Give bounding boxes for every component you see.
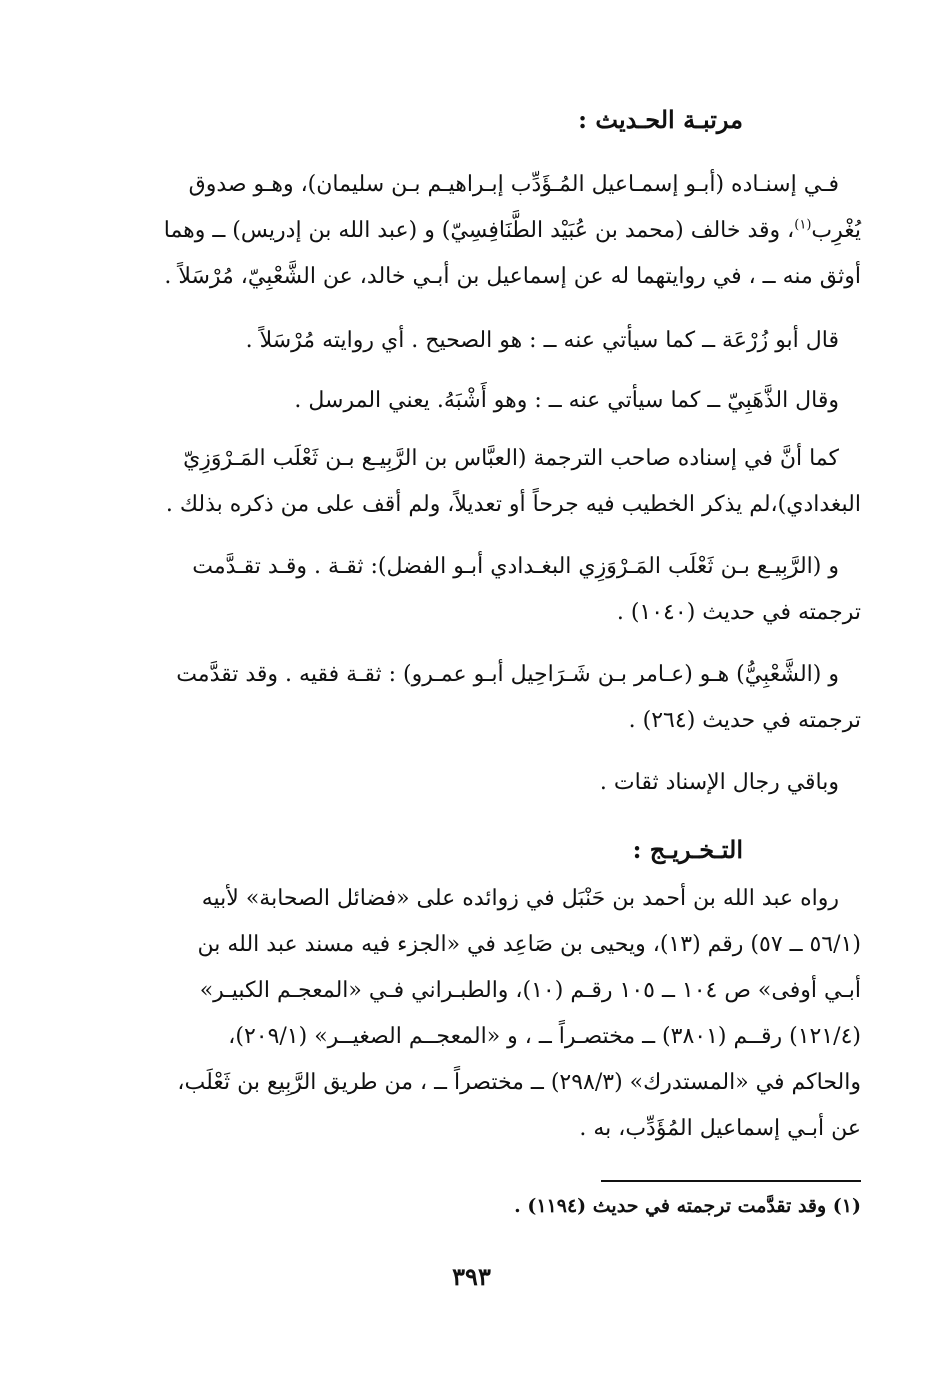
paragraph-line: و (الشَّعْبِيُّ) هـو (عـامر بـن شَـرَاحِيل أبـو عمـرو) : ثقـة فقيه . وقد تقدَّمت: [176, 662, 839, 687]
paragraph-line: ترجمته في حديث (١٠٤٠) .: [616, 600, 861, 625]
section-heading-grade: مرتبـة الحـديث :: [578, 105, 743, 134]
paragraph-line: كما أنَّ في إسناده صاحب الترجمة (العبَّاس بن الرَّبِيـع بـن ثَعْلَب المَـرْوَزِيّ: [183, 446, 839, 471]
paragraph-line: رواه عبد الله بن أحمد بن حَنْبَل في زوائده على «فضائل الصحابة» لأبيه: [201, 886, 839, 911]
paragraph-dhahabi: [101, 378, 861, 424]
paragraph-line: (١٢١/٤) رقــم (٣٨٠١) ــ مختصـراً ــ ، و «المعجــم الصغيــر» (٢٠٩/١)،: [228, 1024, 861, 1049]
paragraph-text: يُغْرِب: [811, 218, 861, 243]
footnote-marker: (١): [794, 217, 812, 233]
paragraph-isnad: [101, 162, 861, 300]
paragraph-line: ترجمته في حديث (٢٦٤) .: [628, 708, 861, 733]
paragraph-line: والحاكم في «المستدرك» (٢٩٨/٣) ــ مختصراً ــ ، من طريق الرَّبِيع بن ثَعْلَب،: [177, 1070, 861, 1095]
paragraph-line: فـي إسنـاده (أبـو إسمـاعيل المُـؤَدِّب إبـراهيـم بـن سليمان)، وهـو صدوق: [188, 172, 839, 197]
page-number: ٣٩٣: [452, 1262, 491, 1291]
footnote-divider: [601, 1180, 861, 1182]
paragraph-line: أبـي أوفى» ص ١٠٤ ــ ١٠٥ رقـم (١٠)، والطبـراني فـي «المعجـم الكبيـر»: [199, 978, 861, 1003]
paragraph-line: (٥٦/١ ــ ٥٧) رقم (١٣)، ويحيى بن صَاعِد في «الجزء فيه مسند عبد الله بن: [197, 932, 861, 957]
paragraph-line: و (الرَّبِيـع بـن ثَعْلَب المَـرْوَزِي البغـدادي أبـو الفضل): ثقـة . وقـد تقـدَّمت: [192, 554, 839, 579]
paragraph-line: أوثق منه ــ ، في روايتهما له عن إسماعيل بن أبـي خالد، عن الشَّعْبِيّ، مُرْسَلاً .: [164, 264, 861, 289]
paragraph-abu-zura: [101, 318, 861, 364]
paragraph-line: [101, 208, 861, 254]
paragraph-takhrij: [101, 876, 861, 1152]
paragraph-line: البغدادي)،لم يذكر الخطيب فيه جرحاً أو تعديلاً، ولم أقف على من ذكره بذلك .: [165, 492, 861, 517]
paragraph-line: قال أبو زُرْعَة ــ كما سيأتي عنه ــ : هو الصحيح . أي روايته مُرْسَلاً .: [245, 328, 839, 353]
paragraph-line: وقال الذَّهَبِيّ ــ كما سيأتي عنه ــ : وهو أَشْبَهُ. يعني المرسل .: [294, 388, 839, 413]
paragraph-text: ، وقد خالف (محمد بن عُبَيْد الطَّنَافِسِيّ) و (عبد الله بن إدريس) ــ وهما: [163, 218, 795, 243]
paragraph-shabi: [101, 652, 861, 744]
footnote: (١) وقد تقدَّمت ترجمته في حديث (١١٩٤) .: [514, 1195, 861, 1217]
paragraph-line: عن أبـي إسماعيل المُؤَدِّب، به .: [579, 1116, 861, 1141]
paragraph-abbas: [101, 436, 861, 528]
paragraph-rabi: [101, 544, 861, 636]
section-heading-takhrij: التـخـريـج :: [632, 835, 743, 864]
paragraph-remaining: [101, 760, 861, 806]
paragraph-line: وباقي رجال الإسناد ثقات .: [599, 770, 839, 795]
